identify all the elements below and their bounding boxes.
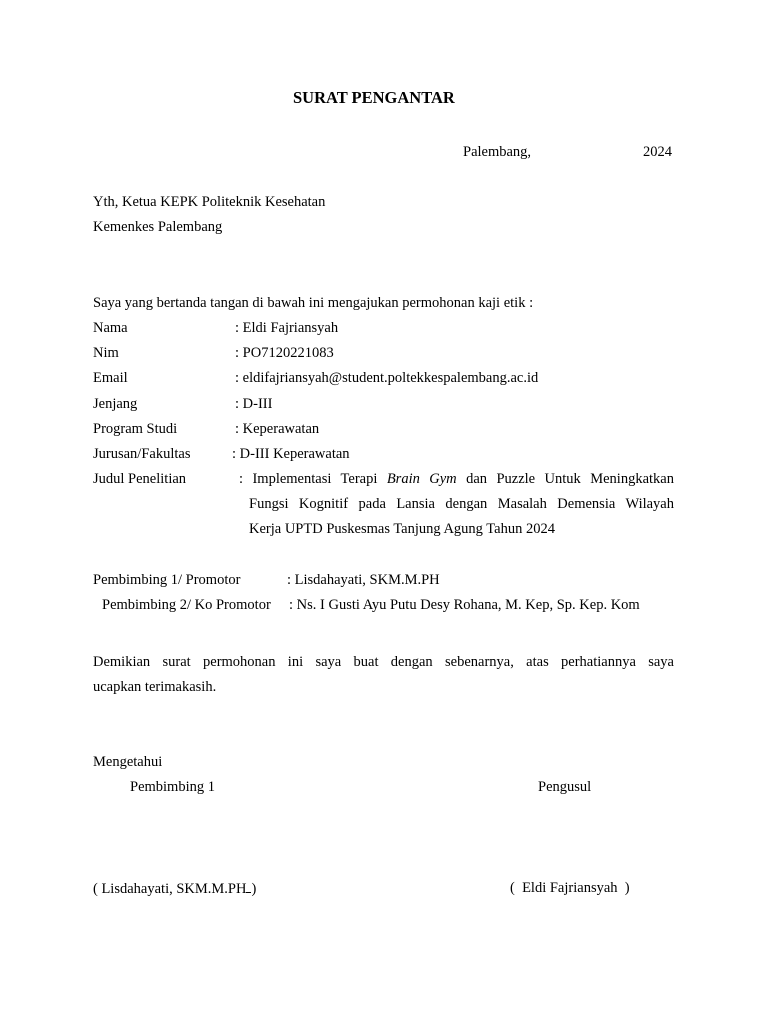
right-signature-role: Pengusul bbox=[538, 779, 592, 795]
pembimbing-1-label: Pembimbing 1/ Promotor bbox=[93, 572, 241, 588]
left-signature-name-text: ( Lisdahayati, SKM.M.PH bbox=[93, 881, 247, 897]
field-value: : D-III bbox=[235, 396, 273, 412]
pembimbing-1-value: : Lisdahayati, SKM.M.PH bbox=[287, 572, 440, 588]
judul-value bbox=[239, 470, 674, 545]
letter-year: 2024 bbox=[643, 144, 672, 160]
letter-place: Palembang, bbox=[463, 144, 532, 160]
judul-line-3: Kerja UPTD Puskesmas Tanjung Agung Tahun 2024 bbox=[249, 521, 555, 537]
field-label: Jurusan/Fakultas bbox=[93, 446, 191, 462]
closing-paragraph bbox=[93, 653, 674, 703]
judul-line-2: Fungsi Kognitif pada Lansia dengan Masalah Demensia Wilayah bbox=[249, 496, 674, 512]
judul-line-1-prefix: : Implementasi Terapi bbox=[239, 471, 387, 487]
field-value: : D-III Keperawatan bbox=[232, 446, 350, 462]
pembimbing-2-label: Pembimbing 2/ Ko Promotor bbox=[102, 597, 271, 613]
letter-title: SURAT PENGANTAR bbox=[293, 88, 455, 107]
field-value: : Eldi Fajriansyah bbox=[235, 320, 339, 336]
intro-text: Saya yang bertanda tangan di bawah ini mengajukan permohonan kaji etik : bbox=[93, 295, 534, 311]
acknowledge-label: Mengetahui bbox=[93, 754, 163, 770]
closing-line-2: ucapkan terimakasih. bbox=[93, 679, 217, 695]
field-label: Program Studi bbox=[93, 421, 178, 437]
field-value: : PO7120221083 bbox=[235, 345, 334, 361]
field-value: : Keperawatan bbox=[235, 421, 320, 437]
pembimbing-2-value: : Ns. I Gusti Ayu Putu Desy Rohana, M. Kep, Sp. Kep. Kom bbox=[289, 597, 640, 613]
judul-line-1-suffix: dan Puzzle Untuk Meningkatkan bbox=[456, 471, 674, 487]
judul-line-1 bbox=[239, 470, 674, 495]
field-label: Nama bbox=[93, 320, 128, 336]
right-signature-name: ( Eldi Fajriansyah ) bbox=[510, 880, 630, 896]
field-label: Jenjang bbox=[93, 396, 138, 412]
left-signature-name-close: ) bbox=[251, 881, 257, 897]
closing-line-1: Demikian surat permohonan ini saya buat dengan sebenarnya, atas perhatiannya saya bbox=[93, 654, 674, 670]
judul-label: Judul Penelitian bbox=[93, 471, 187, 487]
left-signature-role: Pembimbing 1 bbox=[130, 779, 215, 795]
recipient-line-1: Yth, Ketua KEPK Politeknik Kesehatan bbox=[93, 194, 326, 210]
recipient-line-2: Kemenkes Palembang bbox=[93, 219, 223, 235]
field-value: : eldifajriansyah@student.poltekkespalembang.ac.id bbox=[235, 370, 539, 386]
left-signature-name bbox=[93, 879, 256, 898]
judul-line-1-italic: Brain Gym bbox=[386, 471, 457, 487]
field-label: Email bbox=[93, 370, 128, 386]
field-label: Nim bbox=[93, 345, 119, 361]
